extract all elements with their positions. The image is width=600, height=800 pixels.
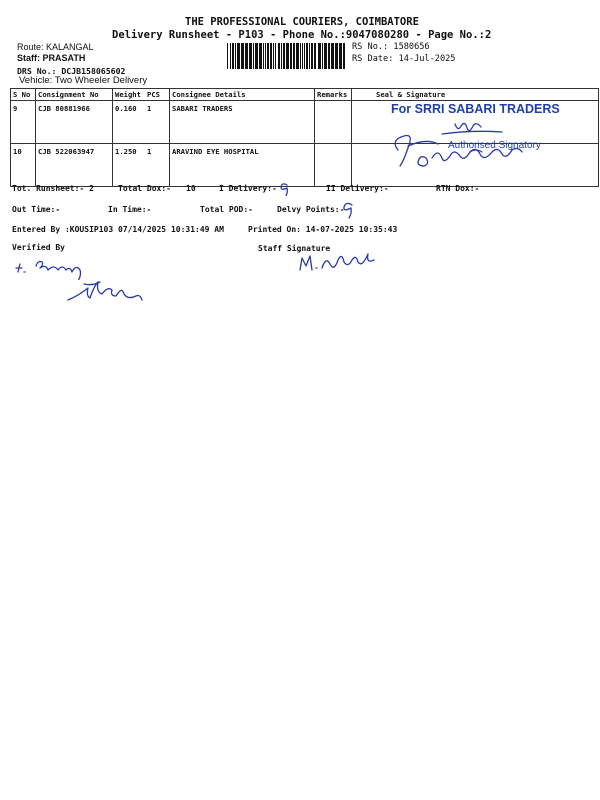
col-remarks: Remarks bbox=[315, 89, 352, 101]
cell-sno: 10 bbox=[11, 144, 36, 187]
handwritten-i-delivery bbox=[276, 180, 292, 196]
handwritten-signature-seal bbox=[380, 112, 580, 182]
stamp-subtitle: Authorised Signatory bbox=[448, 140, 541, 151]
cell-consignee: SABARI TRADERS bbox=[170, 101, 315, 144]
col-seal: Seal & Signature bbox=[352, 89, 599, 101]
stamp-title: For SRRI SABARI TRADERS bbox=[391, 102, 560, 116]
in-time-label: In Time:- bbox=[108, 205, 152, 214]
cell-pcs: 1 bbox=[145, 101, 170, 144]
rs-number: RS No.: 1580656 bbox=[352, 42, 430, 52]
runsheet-heading: Delivery Runsheet - P103 - Phone No.:9047080280 - Page No.:2 bbox=[112, 29, 492, 41]
delivery-points-label: Delvy Points:- bbox=[277, 205, 345, 214]
printed-on: Printed On: 14-07-2025 10:35:43 bbox=[248, 225, 398, 234]
total-runsheet: Tot. Runsheet:- 2 bbox=[12, 184, 94, 193]
handwritten-delivery-points bbox=[339, 199, 359, 219]
route-label: Route: KALANGAL bbox=[17, 42, 94, 52]
drs-number: DRS No.: DCJB158065602 bbox=[17, 66, 126, 76]
cell-remarks bbox=[315, 144, 352, 187]
cell-weight: 1.250 bbox=[113, 144, 146, 187]
col-consignee: Consignee Details bbox=[170, 89, 315, 101]
ii-delivery-label: II Delivery:- bbox=[326, 184, 389, 193]
cell-consignee: ARAVIND EYE HOSPITAL bbox=[170, 144, 315, 187]
cell-remarks bbox=[315, 101, 352, 144]
entered-by: Entered By :KOUSIP103 07/14/2025 10:31:49 AM bbox=[12, 225, 224, 234]
staff-label: Staff: PRASATH bbox=[17, 53, 86, 63]
barcode bbox=[227, 43, 347, 69]
col-sno: S No bbox=[11, 89, 36, 101]
verified-by-label: Verified By bbox=[12, 243, 65, 252]
cell-pcs: 1 bbox=[145, 144, 170, 187]
table-header-row bbox=[11, 89, 599, 101]
company-title: THE PROFESSIONAL COURIERS, COIMBATORE bbox=[185, 16, 419, 28]
total-pod-label: Total POD:- bbox=[200, 205, 253, 214]
cell-consignment: CJB 522063947 bbox=[36, 144, 113, 187]
total-dox-label: Total Dox:- bbox=[118, 184, 171, 193]
rs-date: RS Date: 14-Jul-2025 bbox=[352, 54, 456, 64]
col-consignment: Consignment No bbox=[36, 89, 113, 101]
rtn-dox-label: RTN Dox:- bbox=[436, 184, 480, 193]
staff-signature-label: Staff Signature bbox=[258, 244, 331, 253]
out-time-label: Out Time:- bbox=[12, 205, 61, 214]
cell-sno: 9 bbox=[11, 101, 36, 144]
cell-weight: 0.160 bbox=[113, 101, 146, 144]
col-weight: Weight bbox=[113, 89, 146, 101]
col-pcs: PCS bbox=[145, 89, 170, 101]
handwritten-verifier-signature bbox=[62, 276, 162, 306]
cell-consignment: CJB 80881966 bbox=[36, 101, 113, 144]
i-delivery-label: I Delivery:- bbox=[219, 184, 277, 193]
vehicle-label: Vehicle: Two Wheeler Delivery bbox=[19, 75, 148, 86]
total-dox-value: 10 bbox=[186, 184, 196, 193]
handwritten-staff-signature bbox=[296, 250, 386, 276]
